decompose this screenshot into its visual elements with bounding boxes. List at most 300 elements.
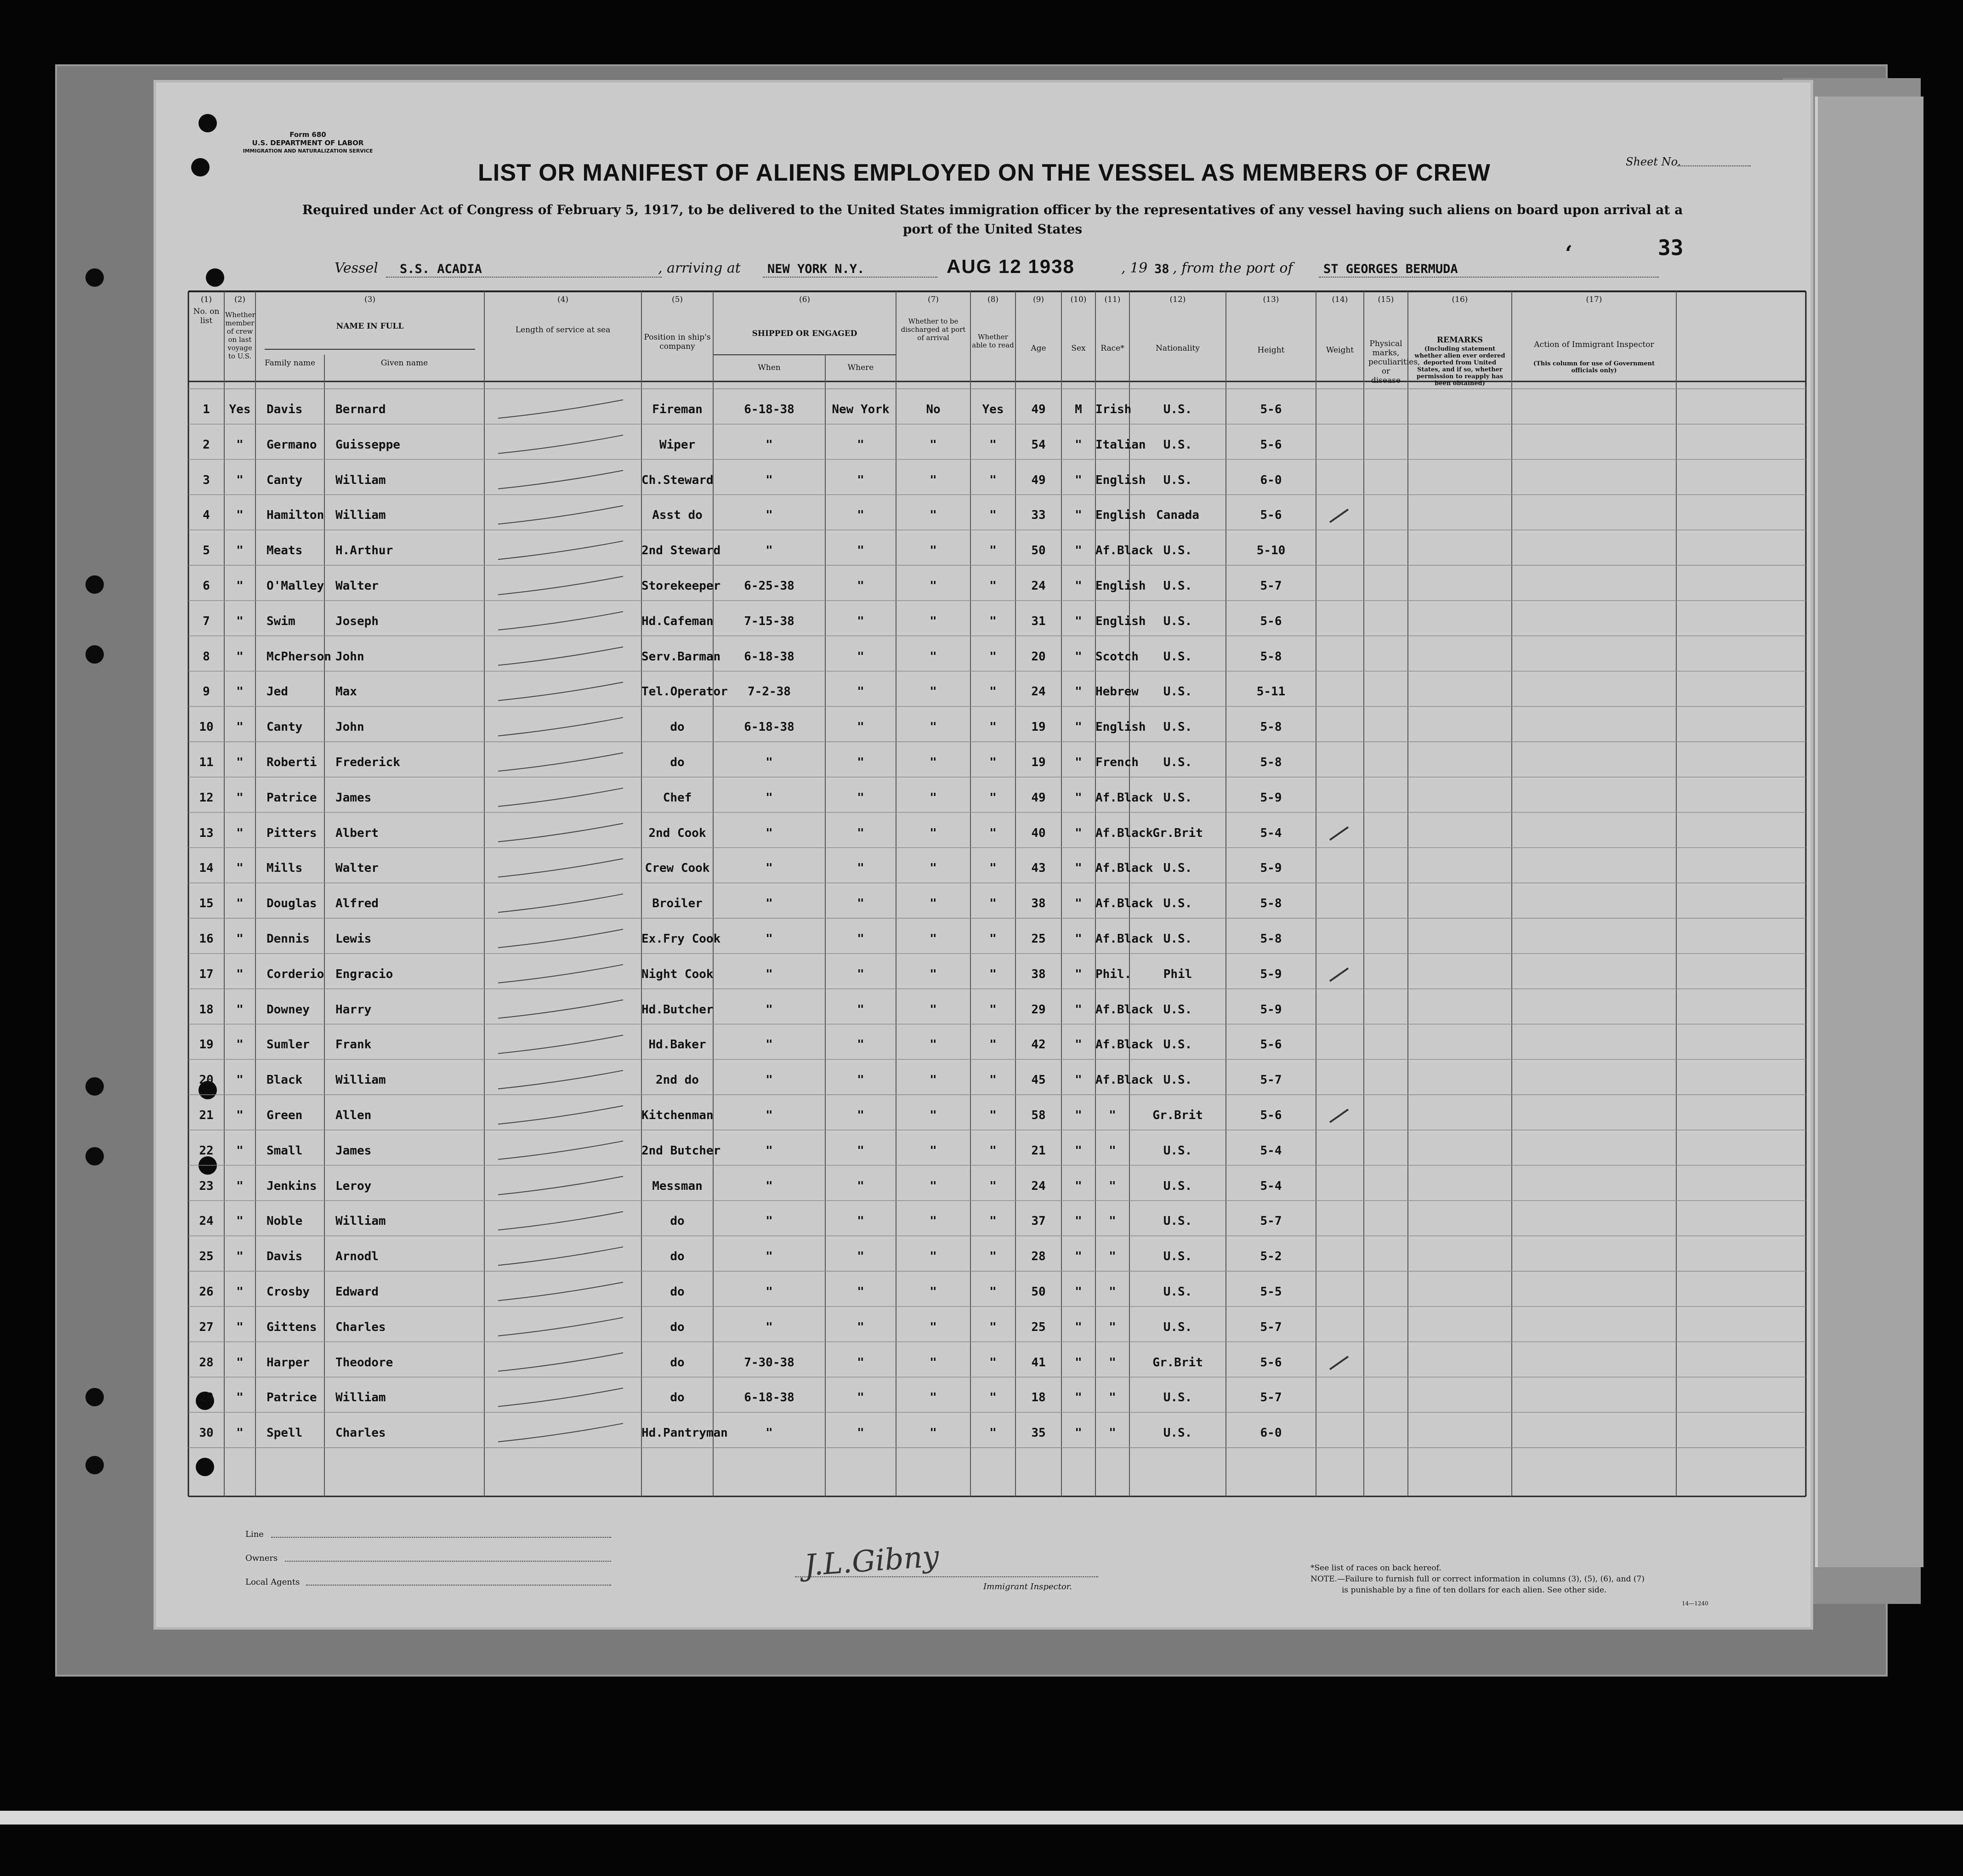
cell-shipped-where: " (857, 932, 864, 946)
cell-nationality: Canada (1156, 508, 1199, 523)
cell-nationality: U.S. (1163, 1143, 1192, 1158)
from-port: ST GEORGES BERMUDA (1323, 262, 1458, 276)
service-tick-mark (498, 965, 623, 983)
cell-last-voyage: " (236, 826, 244, 840)
cell-height: 6-0 (1260, 473, 1282, 487)
cell-given-name: William (335, 508, 386, 523)
cell-discharged: " (930, 967, 937, 981)
service-tick-mark (498, 541, 623, 559)
cell-age: 28 (1031, 1250, 1046, 1264)
cell-height: 5-7 (1260, 1214, 1282, 1228)
cell-able-to-read: " (989, 685, 997, 699)
cell-shipped-when: " (766, 1002, 773, 1017)
cell-age: 33 (1031, 508, 1046, 523)
service-tick-mark (498, 1318, 623, 1336)
cell-position: do (670, 720, 685, 734)
cell-discharged: " (930, 897, 937, 911)
cell-able-to-read: " (989, 1073, 997, 1087)
cell-last-voyage: " (236, 438, 244, 452)
cell-position: 2nd do (656, 1073, 699, 1087)
cell-age: 18 (1031, 1391, 1046, 1405)
cell-height: 5-5 (1260, 1285, 1282, 1299)
cell-position: 2nd Steward (641, 544, 721, 558)
col-header-n4: (4) (557, 295, 569, 304)
service-tick-mark (498, 576, 623, 595)
cell-family-name: Dennis (267, 932, 310, 946)
cell-height: 5-7 (1260, 579, 1282, 593)
cell-able-to-read: " (989, 1038, 997, 1052)
cell-sex: " (1075, 1109, 1082, 1122)
cell-last-voyage: " (236, 1002, 244, 1017)
cell-height: 5-9 (1260, 861, 1282, 875)
cell-shipped-when: " (766, 544, 773, 558)
cell-discharged: " (930, 438, 937, 452)
cell-nationality: U.S. (1163, 614, 1192, 628)
cell-nationality: U.S. (1163, 1250, 1192, 1264)
cell-race: " (1109, 1214, 1116, 1228)
cell-shipped-where: " (857, 614, 864, 628)
cell-family-name: Sumler (267, 1038, 310, 1052)
cell-height: 5-8 (1260, 932, 1282, 946)
cell-discharged: " (930, 790, 937, 805)
cell-discharged: " (930, 932, 937, 946)
cell-race: " (1109, 1143, 1116, 1158)
cell-position: do (670, 1320, 685, 1334)
cell-position: 2nd Cook (648, 826, 706, 840)
cell-race: Italian (1095, 438, 1146, 452)
col-header-h17: Action of Immigrant Inspector (1534, 340, 1654, 349)
cell-nationality: U.S. (1163, 756, 1192, 769)
cell-race: Af.Black (1095, 544, 1153, 558)
col-header-n13: (13) (1263, 295, 1279, 304)
cell-family-name: Meats (267, 544, 303, 558)
cell-height: 5-2 (1260, 1250, 1282, 1264)
inspector-signature: J.L.Gibny (803, 1539, 941, 1583)
cell-list-number: 17 (199, 967, 214, 981)
service-tick-mark (498, 1388, 623, 1406)
cell-shipped-where: New York (832, 403, 890, 416)
cell-last-voyage: " (236, 1073, 244, 1087)
cell-position: Hd.Pantryman (641, 1426, 728, 1440)
cell-list-number: 25 (199, 1250, 214, 1264)
cell-shipped-where: " (857, 685, 864, 699)
local-agents-label: Local Agents (245, 1577, 300, 1587)
cell-nationality: U.S. (1163, 1073, 1192, 1087)
year-value: 38 (1154, 262, 1169, 276)
cell-shipped-when: " (766, 861, 773, 875)
cell-shipped-when: 7-2-38 (748, 685, 791, 699)
cell-discharged: " (930, 614, 937, 628)
cell-discharged: " (930, 1002, 937, 1017)
weight-check-mark (1330, 1109, 1348, 1122)
col-header-h3b: Given name (380, 358, 428, 368)
cell-nationality: U.S. (1163, 1285, 1192, 1299)
col-header-n7: (7) (927, 295, 939, 304)
cell-age: 19 (1031, 720, 1046, 734)
cell-sex: " (1075, 756, 1082, 769)
cell-able-to-read: " (989, 826, 997, 840)
cell-given-name: Albert (335, 826, 379, 840)
arriving-port: NEW YORK N.Y. (767, 262, 865, 276)
cell-able-to-read: " (989, 473, 997, 487)
cell-position: Storekeeper (641, 579, 721, 593)
cell-shipped-when: " (766, 438, 773, 452)
cell-age: 24 (1031, 1179, 1046, 1193)
cell-list-number: 6 (203, 579, 210, 593)
cell-shipped-where: " (857, 579, 864, 593)
cell-sex: " (1075, 1143, 1082, 1158)
cell-last-voyage: " (236, 861, 244, 875)
cell-given-name: James (335, 790, 372, 805)
cell-family-name: Black (267, 1073, 303, 1087)
cell-given-name: Bernard (335, 403, 386, 416)
cell-position: Tel.Operator (641, 685, 728, 699)
cell-list-number: 1 (203, 403, 210, 416)
cell-discharged: " (930, 1214, 937, 1228)
cell-sex: " (1075, 685, 1082, 699)
cell-last-voyage: " (236, 932, 244, 946)
service-tick-mark (498, 647, 623, 665)
arriving-label: , arriving at (658, 260, 741, 276)
cell-sex: " (1075, 720, 1082, 734)
cell-race: Irish (1095, 403, 1132, 416)
cell-position: Messman (652, 1179, 703, 1193)
inspector-signature-line (795, 1576, 1098, 1577)
cell-shipped-where: " (857, 1285, 864, 1299)
cell-race: Af.Black (1095, 1073, 1153, 1087)
cell-sex: " (1075, 1073, 1082, 1087)
cell-nationality: U.S. (1163, 438, 1192, 452)
cell-nationality: U.S. (1163, 1038, 1192, 1052)
cell-discharged: " (930, 685, 937, 699)
cell-race: " (1109, 1250, 1116, 1264)
cell-nationality: U.S. (1163, 1179, 1192, 1193)
cell-sex: " (1075, 932, 1082, 946)
cell-shipped-when: " (766, 508, 773, 523)
cell-height: 5-7 (1260, 1073, 1282, 1087)
cell-age: 38 (1031, 967, 1046, 981)
cell-given-name: Engracio (335, 967, 393, 981)
cell-list-number: 7 (203, 614, 210, 628)
cell-able-to-read: " (989, 1426, 997, 1440)
cell-given-name: H.Arthur (335, 544, 393, 558)
cell-shipped-when: " (766, 1285, 773, 1299)
cell-last-voyage: " (236, 508, 244, 523)
cell-list-number: 29 (199, 1391, 214, 1405)
cell-discharged: " (930, 826, 937, 840)
cell-nationality: U.S. (1163, 1320, 1192, 1334)
cell-age: 40 (1031, 826, 1046, 840)
weight-check-mark (1330, 827, 1348, 840)
cell-shipped-where: " (857, 967, 864, 981)
cell-nationality: U.S. (1163, 790, 1192, 805)
service-tick-mark (498, 682, 623, 700)
cell-last-voyage: " (236, 1109, 244, 1122)
cell-shipped-when: " (766, 1320, 773, 1334)
cell-list-number: 27 (199, 1320, 214, 1334)
cell-sex: " (1075, 544, 1082, 558)
cell-given-name: Charles (335, 1426, 386, 1440)
cell-discharged: " (930, 1143, 937, 1158)
cell-shipped-where: " (857, 1073, 864, 1087)
cell-sex: " (1075, 1426, 1082, 1440)
col-header-h8: Whether able to read (972, 333, 1014, 349)
cell-able-to-read: " (989, 1355, 997, 1370)
cell-race: Phil. (1095, 967, 1132, 981)
cell-nationality: U.S. (1163, 720, 1192, 734)
cell-last-voyage: " (236, 1391, 244, 1405)
cell-age: 54 (1031, 438, 1046, 452)
year-label: , 19 (1121, 260, 1148, 276)
cell-list-number: 4 (203, 508, 210, 523)
cell-list-number: 13 (199, 826, 214, 840)
col-header-h6: SHIPPED OR ENGAGED (752, 329, 857, 338)
service-tick-mark (498, 1282, 623, 1301)
cell-able-to-read: " (989, 544, 997, 558)
col-header-n8: (8) (987, 295, 999, 304)
service-tick-mark (498, 1000, 623, 1018)
cell-position: Serv.Barman (641, 649, 721, 664)
service-tick-mark (498, 894, 623, 912)
cell-height: 5-6 (1260, 614, 1282, 628)
cell-nationality: U.S. (1163, 544, 1192, 558)
arrival-date-stamp: AUG 12 1938 (947, 256, 1075, 277)
cell-height: 5-8 (1260, 897, 1282, 911)
cell-race: " (1109, 1426, 1116, 1440)
weight-check-mark (1330, 509, 1348, 522)
cell-height: 5-7 (1260, 1320, 1282, 1334)
cell-race: English (1095, 508, 1146, 523)
service-tick-mark (498, 824, 623, 842)
vessel-name: S.S. ACADIA (400, 262, 482, 276)
cell-age: 25 (1031, 1320, 1046, 1334)
cell-height: 6-0 (1260, 1426, 1282, 1440)
cell-given-name: Joseph (335, 614, 379, 628)
cell-family-name: Roberti (267, 756, 317, 769)
cell-shipped-where: " (857, 720, 864, 734)
cell-family-name: Green (267, 1109, 303, 1122)
cell-list-number: 8 (203, 649, 210, 664)
cell-sex: " (1075, 1214, 1082, 1228)
ink-mark: ‘ (1565, 241, 1573, 266)
cell-shipped-when: " (766, 1038, 773, 1052)
cell-able-to-read: " (989, 1109, 997, 1122)
col-header-h3: NAME IN FULL (336, 322, 404, 331)
cell-shipped-where: " (857, 756, 864, 769)
cell-given-name: Guisseppe (335, 438, 400, 452)
col-header-n9: (9) (1033, 295, 1044, 304)
service-tick-mark (498, 1247, 623, 1265)
col-header-h17sub: (This column for use of Government officials only) (1533, 360, 1655, 374)
cell-sex: M (1075, 403, 1082, 416)
cell-age: 45 (1031, 1073, 1046, 1087)
cell-race: French (1095, 756, 1139, 769)
cell-list-number: 23 (199, 1179, 214, 1193)
cell-discharged: " (930, 579, 937, 593)
cell-discharged: No (926, 403, 941, 416)
cell-last-voyage: " (236, 579, 244, 593)
cell-list-number: 24 (199, 1214, 214, 1228)
cell-given-name: William (335, 1391, 386, 1405)
cell-given-name: Max (335, 685, 357, 699)
cell-shipped-where: " (857, 1002, 864, 1017)
col-header-h11: Race* (1101, 344, 1124, 353)
service-tick-mark (498, 435, 623, 454)
cell-nationality: U.S. (1163, 897, 1192, 911)
cell-last-voyage: " (236, 1250, 244, 1264)
film-edge-strip (0, 1811, 1963, 1825)
cell-race: Af.Black (1095, 932, 1153, 946)
col-header-h10: Sex (1071, 344, 1086, 353)
col-header-h16: REMARKS (1436, 335, 1483, 345)
cell-family-name: Davis (267, 1250, 303, 1264)
cell-shipped-where: " (857, 1038, 864, 1052)
col-header-n16: (16) (1452, 295, 1468, 304)
service-tick-mark (498, 1035, 623, 1053)
cell-shipped-where: " (857, 1109, 864, 1122)
cell-family-name: Downey (267, 1002, 310, 1017)
cell-race: Af.Black (1095, 790, 1153, 805)
service-tick-mark (498, 1177, 623, 1195)
cell-position: Asst do (652, 508, 703, 523)
col-header-n6: (6) (799, 295, 811, 304)
cell-race: Af.Black (1095, 897, 1153, 911)
cell-shipped-when: 6-18-38 (744, 720, 794, 734)
cell-given-name: Charles (335, 1320, 386, 1334)
cell-sex: " (1075, 1355, 1082, 1370)
cell-family-name: Pitters (267, 826, 317, 840)
cell-race: " (1109, 1355, 1116, 1370)
page-title: LIST OR MANIFEST OF ALIENS EMPLOYED ON THE VESSEL AS MEMBERS OF CREW (478, 159, 1491, 186)
cell-shipped-when: 6-18-38 (744, 1391, 794, 1405)
service-tick-mark (498, 858, 623, 877)
cell-family-name: McPherson (267, 649, 331, 664)
cell-shipped-where: " (857, 1214, 864, 1228)
immigrant-inspector-label: Immigrant Inspector. (983, 1582, 1072, 1592)
cell-given-name: William (335, 1073, 386, 1087)
owners-label: Owners (245, 1553, 278, 1563)
cell-age: 41 (1031, 1355, 1046, 1370)
cell-height: 5-6 (1260, 1355, 1282, 1370)
cell-given-name: Leroy (335, 1179, 372, 1193)
cell-nationality: U.S. (1163, 579, 1192, 593)
cell-sex: " (1075, 1002, 1082, 1017)
cell-discharged: " (930, 1250, 937, 1264)
cell-nationality: U.S. (1163, 1426, 1192, 1440)
cell-age: 19 (1031, 756, 1046, 769)
cell-nationality: Gr.Brit (1152, 1355, 1203, 1370)
cell-shipped-when: 7-30-38 (744, 1355, 794, 1370)
cell-height: 5-8 (1260, 720, 1282, 734)
cell-able-to-read: " (989, 932, 997, 946)
cell-nationality: Gr.Brit (1152, 1109, 1203, 1122)
cell-last-voyage: Yes (229, 403, 251, 416)
service-tick-mark (498, 1423, 623, 1442)
cell-last-voyage: " (236, 473, 244, 487)
cell-last-voyage: " (236, 649, 244, 664)
cell-height: 5-4 (1260, 826, 1282, 840)
cell-height: 5-6 (1260, 403, 1282, 416)
cell-sex: " (1075, 897, 1082, 911)
cell-sex: " (1075, 1285, 1082, 1299)
cell-position: Wiper (659, 438, 696, 452)
col-header-n5: (5) (671, 295, 683, 304)
cell-able-to-read: Yes (982, 403, 1004, 416)
cell-shipped-where: " (857, 861, 864, 875)
cell-sex: " (1075, 508, 1082, 523)
cell-shipped-when: " (766, 790, 773, 805)
cell-given-name: John (335, 720, 364, 734)
col-header-h3a: Family name (264, 358, 316, 368)
cell-last-voyage: " (236, 897, 244, 911)
weight-check-mark (1330, 968, 1348, 981)
cell-last-voyage: " (236, 544, 244, 558)
cell-given-name: Harry (335, 1002, 372, 1017)
cell-last-voyage: " (236, 685, 244, 699)
cell-last-voyage: " (236, 720, 244, 734)
cell-able-to-read: " (989, 720, 997, 734)
cell-given-name: Edward (335, 1285, 379, 1299)
cell-age: 24 (1031, 579, 1046, 593)
cell-race: Af.Black (1095, 826, 1153, 840)
cell-given-name: Alfred (335, 897, 379, 911)
cell-list-number: 2 (203, 438, 210, 452)
cell-family-name: Small (267, 1143, 303, 1158)
cell-sex: " (1075, 1038, 1082, 1052)
cell-sex: " (1075, 473, 1082, 487)
fine-note-line-1: NOTE.—Failure to furnish full or correct information in columns (3), (5), (6), and (7) (1311, 1575, 1645, 1584)
cell-shipped-where: " (857, 508, 864, 523)
cell-able-to-read: " (989, 790, 997, 805)
cell-shipped-when: " (766, 1426, 773, 1440)
cell-able-to-read: " (989, 756, 997, 769)
cell-able-to-read: " (989, 508, 997, 523)
cell-race: " (1109, 1320, 1116, 1334)
cell-sex: " (1075, 790, 1082, 805)
cell-given-name: Frank (335, 1038, 372, 1052)
cell-nationality: Gr.Brit (1152, 826, 1203, 840)
cell-discharged: " (930, 473, 937, 487)
cell-family-name: Gittens (267, 1320, 317, 1334)
cell-last-voyage: " (236, 1214, 244, 1228)
cell-age: 38 (1031, 897, 1046, 911)
service-tick-mark (498, 400, 623, 418)
cell-shipped-when: " (766, 897, 773, 911)
cell-age: 58 (1031, 1109, 1046, 1122)
cell-last-voyage: " (236, 1038, 244, 1052)
cell-list-number: 15 (199, 897, 214, 911)
cell-shipped-where: " (857, 1426, 864, 1440)
cell-shipped-where: " (857, 544, 864, 558)
cell-shipped-where: " (857, 649, 864, 664)
cell-last-voyage: " (236, 1320, 244, 1334)
cell-discharged: " (930, 1426, 937, 1440)
cell-position: 2nd Butcher (641, 1143, 721, 1158)
cell-height: 5-9 (1260, 967, 1282, 981)
weight-check-mark (1330, 1357, 1348, 1370)
cell-height: 5-6 (1260, 1038, 1282, 1052)
form-service: IMMIGRATION AND NATURALIZATION SERVICE (243, 148, 373, 154)
col-header-h6a: When (758, 363, 781, 372)
service-tick-mark (498, 788, 623, 807)
cell-family-name: Crosby (267, 1285, 310, 1299)
cell-discharged: " (930, 861, 937, 875)
service-tick-mark (498, 929, 623, 948)
cell-shipped-when: 6-18-38 (744, 649, 794, 664)
cell-position: do (670, 1391, 685, 1405)
cell-position: do (670, 1250, 685, 1264)
col-header-h2: Whether member of crew on last voyage to U.S. (225, 311, 255, 360)
